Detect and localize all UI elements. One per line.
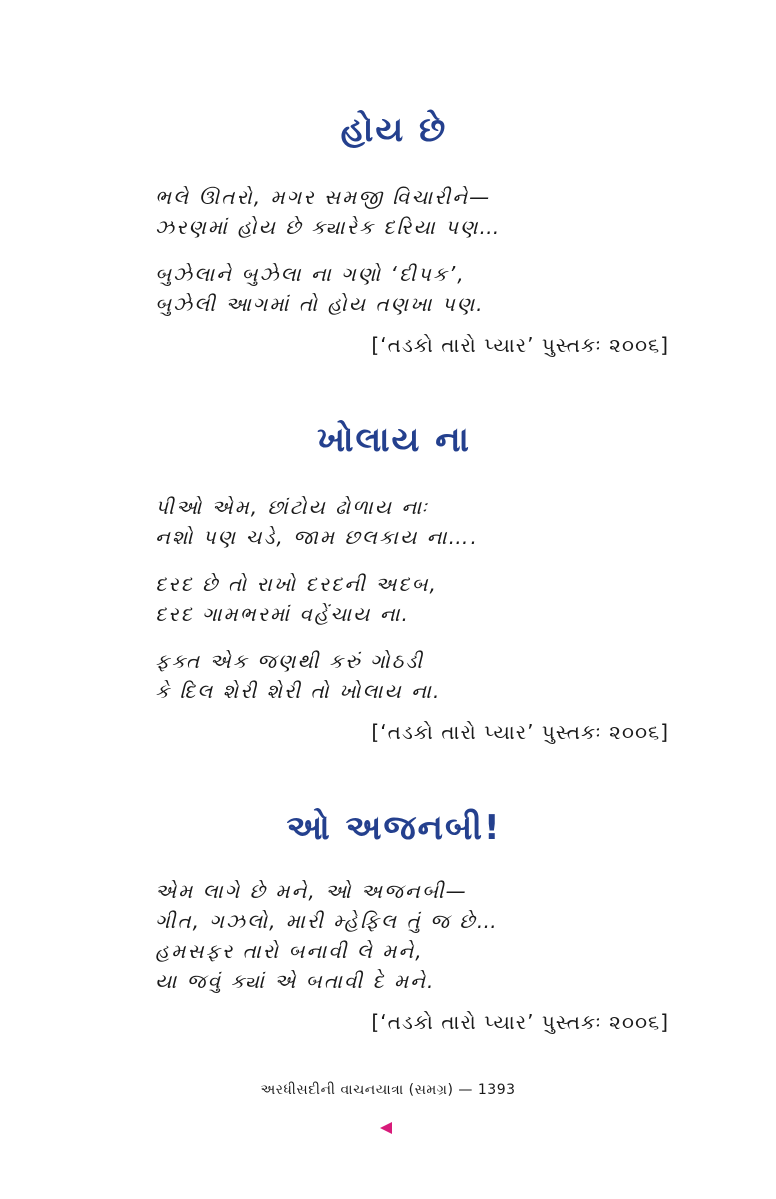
poem-line: નશો પણ ચડે, જામ છલકાય ના…. — [155, 525, 479, 549]
stanza — [155, 646, 675, 706]
stanza — [155, 876, 675, 996]
poem-title: ખોલાય ના — [317, 420, 471, 460]
stanza — [155, 259, 675, 319]
poem-hoy-chhe — [0, 110, 776, 359]
poem-line: પીઓ એમ, છાંટોય ઢોળાય નાઃ — [155, 495, 429, 519]
poem-kholay-na — [0, 420, 776, 746]
triangle-left-icon[interactable] — [380, 1122, 392, 1134]
page-footer: અરધીસદીની વાચનયાત્રા (સમગ્ર) — 1393 — [260, 1082, 516, 1098]
poem-line: બુઝેલી આગમાં તો હોય તણખા પણ. — [155, 292, 485, 316]
stanza — [155, 492, 675, 552]
poem-line: ગીત, ગઝલો, મારી મ્હેફિલ તું જ છે… — [155, 909, 499, 933]
poem-source: [‘તડકો તારો પ્યાર’ પુસ્તકઃ ૨૦૦૬] — [371, 1010, 669, 1034]
poem-line: ફક્ત એક જણથી કરું ગોઠડી — [155, 649, 424, 673]
poem-line: દરદ ગામભરમાં વહેંચાય ના. — [155, 602, 410, 626]
poem-source: [‘તડકો તારો પ્યાર’ પુસ્તકઃ ૨૦૦૬] — [371, 333, 669, 357]
poem-title: ઓ અજનબી! — [286, 808, 502, 848]
poem-line: બુઝેલાને બુઝેલા ના ગણો ‘દીપક’, — [155, 262, 466, 286]
stanza — [155, 569, 675, 629]
poem-title: હોય છે — [340, 110, 448, 150]
poem-o-ajanbi — [0, 808, 776, 1036]
poem-line: યા જવું ક્યાં એ બતાવી દે મને. — [155, 969, 436, 993]
poem-line: હમસફર તારો બનાવી લે મને, — [155, 939, 424, 963]
poem-line: એમ લાગે છે મને, ઓ અજનબી— — [155, 879, 468, 903]
poem-line: ભલે ઊતરો, મગર સમજી વિચારીને— — [155, 185, 492, 209]
stanza — [155, 182, 675, 242]
poem-line: દરદ છે તો રાખો દરદની અદબ, — [155, 572, 438, 596]
poem-source: [‘તડકો તારો પ્યાર’ પુસ્તકઃ ૨૦૦૬] — [371, 720, 669, 744]
poem-line: કે દિલ શેરી શેરી તો ખોલાય ના. — [155, 679, 442, 703]
poem-line: ઝરણમાં હોય છે ક્યારેક દરિયા પણ… — [155, 215, 502, 239]
